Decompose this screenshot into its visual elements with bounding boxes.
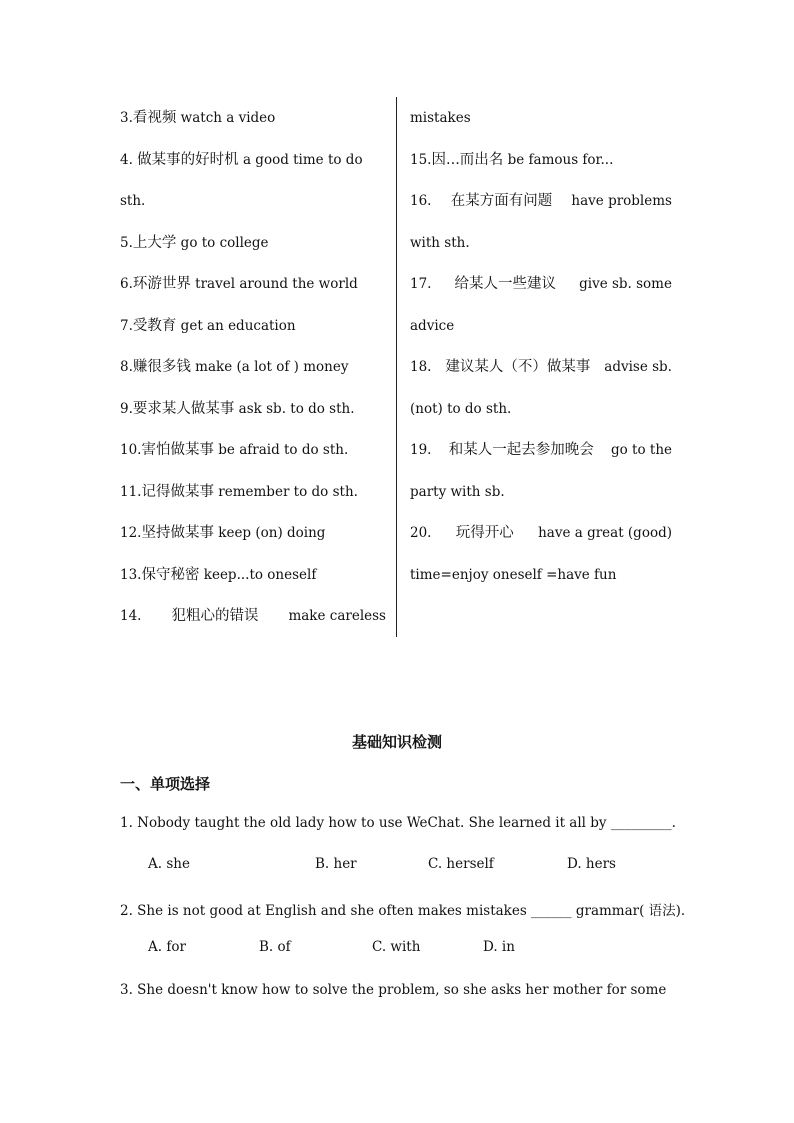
phrase-line	[410, 270, 672, 312]
phrase-chinese: 要求某人做某事	[132, 400, 235, 417]
phrase-english: remember to do sth.	[213, 483, 358, 500]
phrase-chinese: 记得做某事	[141, 483, 214, 500]
phrase-chinese: 环游世界	[132, 276, 191, 292]
phrase-chinese: 给某人一些建议	[454, 276, 557, 292]
phrase-english: get an education	[176, 317, 296, 334]
phrase-number: 18.	[410, 359, 432, 375]
option-d: D. in	[483, 939, 515, 955]
phrase-english: be famous for...	[503, 151, 614, 168]
phrase-chinese: 坚持做某事	[141, 525, 214, 541]
phrase-continuation: mistakes	[410, 110, 471, 126]
phrase-english: keep (on) doing	[213, 525, 326, 541]
phrase-line	[120, 353, 386, 395]
phrase-line	[120, 146, 386, 188]
phrase-line	[120, 519, 386, 561]
phrase-line	[410, 436, 672, 478]
section-subtitle: 一、单项选择	[120, 775, 211, 793]
phrase-line	[410, 478, 672, 520]
phrase-number: 7.	[120, 317, 133, 334]
phrase-line	[410, 312, 672, 354]
question-2-text: 2. She is not good at English and she often makes mistakes ______ grammar( 语法).	[120, 903, 686, 919]
phrase-chinese: 在某方面有问题	[450, 193, 553, 209]
phrase-number: 12.	[120, 525, 142, 541]
phrase-english: give sb. some	[579, 276, 672, 292]
column-divider	[396, 97, 397, 637]
phrase-chinese: 建议某人（不）做某事	[445, 359, 591, 375]
phrase-number: 8.	[120, 359, 133, 375]
phrase-line	[410, 104, 672, 146]
phrase-list-left-column	[120, 104, 386, 644]
phrase-number: 4.	[120, 151, 138, 168]
phrase-number: 6.	[120, 276, 133, 292]
phrase-chinese: 和某人一起去参加晚会	[448, 442, 594, 458]
phrase-english: watch a video	[176, 110, 276, 126]
phrase-chinese: 做某事的好时机	[137, 151, 239, 168]
option-a: A. she	[148, 856, 190, 872]
phrase-line	[120, 270, 386, 312]
option-a: A. for	[148, 939, 186, 955]
option-d: D. hers	[567, 856, 616, 872]
phrase-number: 11.	[120, 483, 142, 500]
phrase-line	[120, 478, 386, 520]
phrase-english: have problems	[571, 193, 672, 209]
phrase-english: have a great (good)	[538, 525, 672, 541]
option-c: C. with	[372, 939, 421, 955]
phrase-chinese: 犯粗心的错误	[171, 608, 259, 624]
phrase-number: 19.	[410, 442, 432, 458]
phrase-number: 13.	[120, 566, 142, 583]
phrase-line	[120, 312, 386, 354]
phrase-continuation: sth.	[120, 193, 146, 209]
phrase-continuation: (not) to do sth.	[410, 400, 512, 417]
phrase-number: 14.	[120, 608, 142, 624]
phrase-line	[120, 187, 386, 229]
phrase-english: advise sb.	[604, 359, 672, 375]
question-3-text: 3. She doesn't know how to solve the problem, so she asks her mother for some	[120, 982, 667, 998]
option-b: B. her	[315, 856, 357, 872]
phrase-line	[410, 519, 672, 561]
phrase-line	[410, 353, 672, 395]
option-c: C. herself	[428, 856, 494, 872]
phrase-chinese: 赚很多钱	[132, 359, 191, 375]
phrase-english: travel around the world	[190, 276, 358, 292]
phrase-line	[120, 436, 386, 478]
phrase-line	[120, 104, 386, 146]
phrase-chinese: 上大学	[132, 234, 177, 251]
phrase-english: keep...to oneself	[199, 566, 317, 583]
question-1-text: 1. Nobody taught the old lady how to use WeChat. She learned it all by _________.	[120, 815, 676, 831]
phrase-chinese: 玩得开心	[455, 525, 514, 541]
phrase-line	[410, 146, 672, 188]
phrase-line	[410, 187, 672, 229]
phrase-number: 9.	[120, 400, 133, 417]
phrase-number: 17.	[410, 276, 432, 292]
phrase-number: 20.	[410, 525, 432, 541]
phrase-continuation: advice	[410, 317, 455, 334]
phrase-number: 10.	[120, 442, 142, 458]
phrase-english: ask sb. to do sth.	[234, 400, 355, 417]
option-b: B. of	[259, 939, 291, 955]
phrase-number: 16.	[410, 193, 432, 209]
phrase-line	[410, 561, 672, 603]
phrase-line	[120, 395, 386, 437]
phrase-chinese: 受教育	[132, 317, 177, 334]
phrase-list-right-column	[410, 104, 672, 602]
phrase-continuation: time=enjoy oneself =have fun	[410, 566, 617, 583]
phrase-english: make careless	[288, 608, 386, 624]
phrase-line	[410, 229, 672, 271]
phrase-chinese: 保守秘密	[141, 566, 200, 583]
phrase-line	[120, 561, 386, 603]
phrase-english: go to the	[610, 442, 672, 458]
phrase-chinese: 因...而出名	[431, 151, 504, 168]
phrase-number: 5.	[120, 234, 133, 251]
phrase-continuation: party with sb.	[410, 483, 505, 500]
section-title: 基础知识检测	[351, 733, 442, 751]
phrase-continuation: with sth.	[410, 234, 470, 251]
phrase-chinese: 看视频	[132, 110, 177, 126]
phrase-line	[410, 395, 672, 437]
phrase-line	[120, 602, 386, 644]
phrase-number: 15.	[410, 151, 432, 168]
phrase-english: go to college	[176, 234, 269, 251]
phrase-english: make (a lot of ) money	[190, 359, 349, 375]
phrase-number: 3.	[120, 110, 133, 126]
phrase-line	[120, 229, 386, 271]
phrase-chinese: 害怕做某事	[141, 442, 214, 458]
phrase-english: a good time to do	[238, 151, 363, 168]
phrase-english: be afraid to do sth.	[213, 442, 349, 458]
